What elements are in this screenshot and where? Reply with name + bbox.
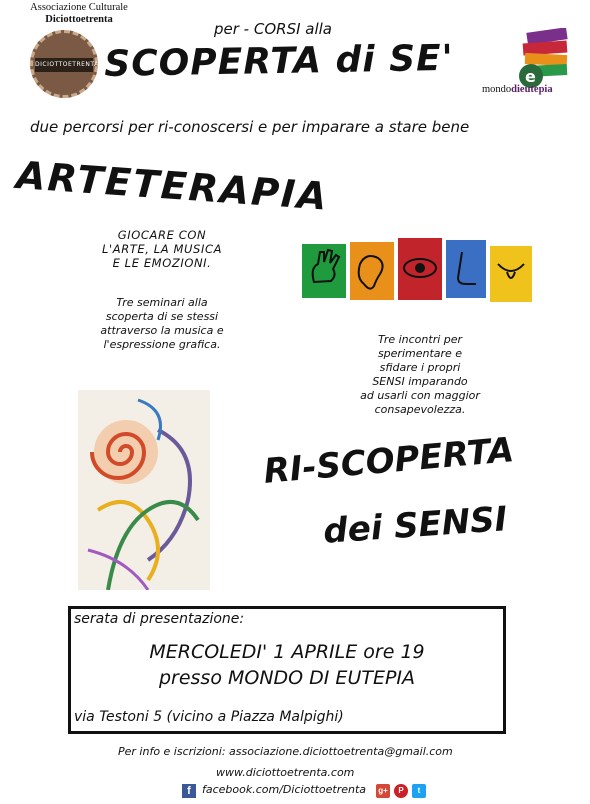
pinterest-icon[interactable]: P bbox=[394, 784, 408, 798]
event-box bbox=[68, 606, 506, 734]
sensi-desc-line: ad usarli con maggior bbox=[360, 389, 480, 402]
abstract-painting bbox=[78, 390, 210, 590]
sensi-desc-line: sfidare i propri bbox=[379, 361, 461, 374]
logo-e-letter: e bbox=[525, 67, 536, 86]
arte-subtitle-line: E LE EMOZIONI. bbox=[112, 256, 212, 270]
event-place: presso MONDO DI EUTEPIA bbox=[158, 667, 416, 689]
sensi-desc-line: Tre incontri per bbox=[377, 333, 463, 346]
logo-band-text: DICIOTTOETRENTA bbox=[35, 58, 93, 72]
association-line-2: Diciottoetrenta bbox=[45, 14, 113, 25]
association-line-1: Associazione Culturale bbox=[30, 2, 128, 13]
arte-desc-line: scoperta di se stessi bbox=[105, 310, 219, 323]
dei-sensi-title: dei SENSI bbox=[322, 499, 509, 552]
sensi-desc-line: consapevolezza. bbox=[374, 403, 466, 416]
facebook-link[interactable]: facebook.com/Diciottoetrenta bbox=[202, 783, 367, 796]
arte-desc-line: Tre seminari alla bbox=[116, 296, 208, 309]
diciottoetrenta-logo bbox=[30, 30, 98, 98]
riscoperta-title: RI-SCOPERTA bbox=[262, 430, 516, 492]
senses-icons bbox=[302, 238, 532, 306]
event-label: serata di presentazione: bbox=[74, 611, 245, 627]
mondo-dieutepia-text bbox=[482, 84, 553, 95]
sensi-desc-line: SENSI imparando bbox=[372, 375, 468, 388]
google-plus-icon[interactable]: g+ bbox=[376, 784, 390, 798]
association-name bbox=[20, 2, 138, 26]
contact-info: Per info e iscrizioni: associazione.diciottoetrenta@gmail.com bbox=[118, 745, 453, 758]
brand-name: dieutepia bbox=[511, 84, 553, 95]
arte-desc-line: attraverso la musica e bbox=[100, 324, 224, 337]
twitter-icon[interactable]: t bbox=[412, 784, 426, 798]
arte-subtitle-line: GIOCARE CON bbox=[117, 228, 207, 242]
hearing-tile bbox=[350, 242, 394, 300]
top-line: per - CORSI alla bbox=[214, 20, 333, 38]
arte-desc-line: l'espressione grafica. bbox=[103, 338, 221, 351]
website-link[interactable]: www.diciottoetrenta.com bbox=[216, 766, 355, 779]
event-address: via Testoni 5 (vicino a Piazza Malpighi) bbox=[74, 709, 344, 725]
sensi-desc-line: sperimentare e bbox=[377, 347, 463, 360]
arteterapia-description bbox=[72, 296, 252, 352]
event-date: MERCOLEDI' 1 APRILE ore 19 bbox=[149, 641, 425, 663]
facebook-icon[interactable]: f bbox=[182, 784, 196, 798]
taste-tile bbox=[490, 246, 532, 302]
arteterapia-subtitle bbox=[72, 228, 252, 270]
arte-subtitle-line: L'ARTE, LA MUSICA bbox=[101, 242, 223, 256]
smell-tile bbox=[446, 240, 486, 298]
social-row bbox=[182, 783, 442, 801]
headline: SCOPERTA di SE' bbox=[104, 37, 455, 85]
sensi-description bbox=[330, 333, 510, 417]
arteterapia-title: ARTETERAPIA bbox=[14, 153, 331, 219]
eye-pupil bbox=[415, 263, 425, 273]
tagline: due percorsi per ri-conoscersi e per imparare a stare bene bbox=[30, 118, 470, 136]
brand-prefix: mondo bbox=[482, 84, 512, 95]
